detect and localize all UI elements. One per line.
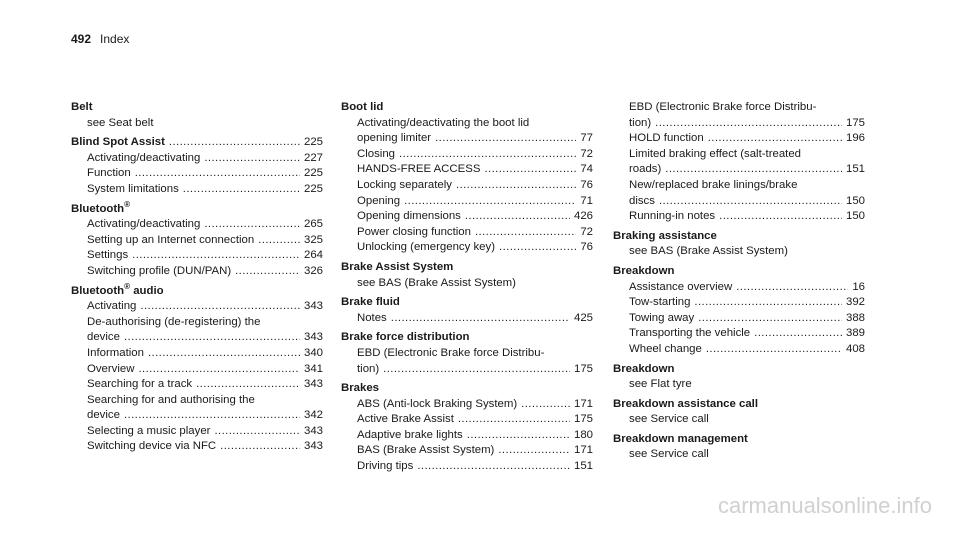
page-ref: 425 <box>573 311 593 324</box>
index-heading-line <box>341 100 593 116</box>
index-subentry <box>341 131 593 147</box>
page-ref: 388 <box>845 311 865 324</box>
page-ref: 392 <box>845 296 865 309</box>
leader-dots <box>124 330 300 346</box>
subentry-text: Activating/deactivating the boot lid <box>357 116 530 129</box>
leader-dots <box>499 240 576 256</box>
page-ref: 343 <box>303 300 323 313</box>
page-ref: 340 <box>303 346 323 359</box>
leader-dots <box>132 248 300 264</box>
see-reference: see BAS (Brake Assist System) <box>629 245 788 258</box>
leader-dots <box>214 424 300 440</box>
index-heading-line <box>71 100 323 116</box>
index-column-1 <box>71 100 323 459</box>
index-entry <box>341 295 593 326</box>
page-ref: 225 <box>303 167 323 180</box>
subentry-text: Active Brake Assist <box>357 413 454 426</box>
subentry-text: Opening <box>357 194 401 207</box>
page-ref: 343 <box>303 378 323 391</box>
index-entry <box>341 260 593 291</box>
subentry-text: Limited braking effect (salt-treated <box>629 147 801 160</box>
page-ref: 151 <box>573 460 593 473</box>
subentry-text: Wheel change <box>629 342 702 355</box>
index-subentry <box>71 217 323 233</box>
page-ref: 227 <box>303 151 323 164</box>
leader-dots <box>458 412 570 428</box>
page-ref: 343 <box>303 424 323 437</box>
index-entry <box>613 229 865 260</box>
page-ref: 225 <box>303 182 323 195</box>
index-heading-line <box>341 330 593 346</box>
subentry-text: Running-in notes <box>629 210 716 223</box>
subentry-text: device <box>87 331 120 344</box>
index-heading: Breakdown <box>613 362 675 375</box>
index-heading: Brake fluid <box>341 296 400 309</box>
leader-dots <box>204 151 300 167</box>
subentry-text: Power closing function <box>357 225 471 238</box>
page-ref: 175 <box>573 362 593 375</box>
index-heading-line <box>341 260 593 276</box>
leader-dots <box>148 346 300 362</box>
index-subentry <box>341 362 593 378</box>
subentry-text: Unlocking (emergency key) <box>357 241 496 254</box>
leader-dots <box>659 194 842 210</box>
subentry-text: System limitations <box>87 182 179 195</box>
index-subentry <box>71 346 323 362</box>
subentry-text: device <box>87 409 120 422</box>
superscript: ® <box>124 199 131 209</box>
subentry-text: Information <box>87 346 144 359</box>
index-subentry <box>71 151 323 167</box>
page-ref: 72 <box>580 147 593 160</box>
index-heading: Brakes <box>341 382 379 395</box>
see-reference: see Flat tyre <box>629 378 692 391</box>
index-entry <box>613 432 865 463</box>
page-ref: 150 <box>845 210 865 223</box>
page-ref: 264 <box>303 249 323 262</box>
page-ref: 343 <box>303 331 323 344</box>
index-subentry <box>341 459 593 475</box>
index-heading-line <box>341 381 593 397</box>
index-entry <box>71 135 323 197</box>
index-entry <box>613 362 865 393</box>
leader-dots <box>169 135 300 151</box>
leader-dots <box>140 299 300 315</box>
leader-dots <box>204 217 300 233</box>
leader-dots <box>220 439 300 455</box>
index-entry <box>341 381 593 475</box>
index-subentry <box>71 248 323 264</box>
index-heading-line <box>613 432 865 448</box>
page-ref: 408 <box>845 342 865 355</box>
index-subentry <box>71 362 323 378</box>
index-subentry <box>341 240 593 256</box>
subentry-text: Transporting the vehicle <box>629 327 751 340</box>
index-heading: Braking assistance <box>613 229 717 242</box>
index-subentry <box>341 311 593 327</box>
index-heading-line <box>71 135 323 151</box>
subentry-text: opening limiter <box>357 132 432 145</box>
index-subentry <box>71 424 323 440</box>
page-ref: 150 <box>845 194 865 207</box>
page-ref: 265 <box>303 218 323 231</box>
subentry-text: Searching for a track <box>87 378 193 391</box>
subentry-text: discs <box>629 194 655 207</box>
index-subentry <box>613 311 865 327</box>
leader-dots <box>484 162 576 178</box>
index-subentry <box>613 162 865 178</box>
subentry-text: Switching device via NFC <box>87 440 217 453</box>
index-subentry <box>71 182 323 198</box>
index-heading: Breakdown <box>613 264 675 277</box>
index-heading-line <box>71 281 323 300</box>
index-column-3 <box>613 100 865 467</box>
index-column-2 <box>341 100 593 479</box>
leader-dots <box>383 362 570 378</box>
leader-dots <box>465 209 570 225</box>
subentry-text: Assistance overview <box>629 280 733 293</box>
subentry-text: tion) <box>629 116 652 129</box>
page-ref: 175 <box>573 413 593 426</box>
page-header <box>71 32 129 46</box>
index-heading-line <box>341 295 593 311</box>
index-subentry <box>613 209 865 225</box>
subentry-text: New/replaced brake linings/brake <box>629 178 798 191</box>
page-ref: 74 <box>580 163 593 176</box>
subentry-text: EBD (Electronic Brake force Distribu- <box>357 346 545 359</box>
leader-dots <box>736 280 848 296</box>
subentry-text: Adaptive brake lights <box>357 428 463 441</box>
subentry-text: EBD (Electronic Brake force Distribu- <box>629 101 817 113</box>
subentry-text: Locking separately <box>357 178 452 191</box>
index-subentry <box>613 326 865 342</box>
see-reference: see Service call <box>629 448 709 461</box>
index-heading: Blind Spot Assist <box>71 136 165 149</box>
leader-dots <box>399 147 576 163</box>
subentry-text: Settings <box>87 249 129 262</box>
index-heading-line <box>613 397 865 413</box>
index-subentry <box>613 295 865 311</box>
subentry-text: Opening dimensions <box>357 210 461 223</box>
index-subentry <box>341 147 593 163</box>
page-ref: 341 <box>303 362 323 375</box>
index-subentry <box>613 342 865 358</box>
subentry-text: Overview <box>87 362 135 375</box>
index-subentry <box>71 264 323 280</box>
subentry-text: Activating/deactivating <box>87 151 201 164</box>
leader-dots <box>706 342 842 358</box>
subentry-text: ABS (Anti-lock Braking System) <box>357 397 518 410</box>
index-subentry <box>71 439 323 455</box>
index-entry <box>341 100 593 256</box>
index-subentry <box>613 280 865 296</box>
index-subentry <box>71 166 323 182</box>
leader-dots <box>196 377 300 393</box>
subentry-text: Activating <box>87 300 137 313</box>
leader-dots <box>655 116 842 132</box>
page-ref: 426 <box>573 210 593 223</box>
page-ref: 389 <box>845 327 865 340</box>
page-ref: 326 <box>303 264 323 277</box>
subentry-text: Closing <box>357 147 395 160</box>
index-subentry <box>613 194 865 210</box>
index-subentry <box>613 116 865 132</box>
index-heading-line <box>613 264 865 280</box>
subentry-text: Function <box>87 167 131 180</box>
index-subentry <box>341 225 593 241</box>
page-ref: 151 <box>845 163 865 176</box>
leader-dots <box>698 311 842 327</box>
leader-dots <box>235 264 300 280</box>
leader-dots <box>719 209 842 225</box>
index-heading: Bluetooth® audio <box>71 281 164 297</box>
superscript: ® <box>124 281 131 291</box>
index-subentry <box>341 443 593 459</box>
index-heading: Brake force distribution <box>341 331 470 344</box>
page-ref: 175 <box>845 116 865 129</box>
index-heading: Belt <box>71 101 93 113</box>
page-ref: 343 <box>303 440 323 453</box>
see-reference: see Service call <box>629 413 709 426</box>
leader-dots <box>521 397 570 413</box>
leader-dots <box>456 178 576 194</box>
index-subentry <box>341 428 593 444</box>
leader-dots <box>183 182 300 198</box>
subentry-text: roads) <box>629 163 662 176</box>
leader-dots <box>498 443 570 459</box>
index-entry <box>71 199 323 280</box>
leader-dots <box>404 194 576 210</box>
subentry-text: Selecting a music player <box>87 424 211 437</box>
watermark: carmanualsonline.info <box>717 493 932 518</box>
index-heading: Bluetooth® <box>71 199 131 215</box>
index-subentry <box>71 330 323 346</box>
index-subentry <box>341 209 593 225</box>
index-subentry <box>341 178 593 194</box>
index-heading: Boot lid <box>341 101 384 113</box>
index-subentry <box>71 408 323 424</box>
subentry-text: De-authorising (de-registering) the <box>87 315 261 328</box>
index-subentry <box>71 299 323 315</box>
subentry-text: HANDS-FREE ACCESS <box>357 163 481 176</box>
index-heading: Breakdown management <box>613 432 748 445</box>
page-ref: 71 <box>580 194 593 207</box>
index-heading-line <box>613 362 865 378</box>
index-subentry <box>341 397 593 413</box>
subentry-text: Switching profile (DUN/PAN) <box>87 264 232 277</box>
page-ref: 16 <box>852 280 865 293</box>
page-ref: 225 <box>303 136 323 149</box>
subentry-text: Tow-starting <box>629 296 691 309</box>
see-reference: see BAS (Brake Assist System) <box>357 276 516 289</box>
leader-dots <box>258 233 300 249</box>
index-subentry <box>341 194 593 210</box>
leader-dots <box>467 428 570 444</box>
index-subentry <box>71 233 323 249</box>
page-ref: 171 <box>573 397 593 410</box>
index-entry <box>613 100 865 225</box>
subentry-text: Activating/deactivating <box>87 218 201 231</box>
index-heading: Brake Assist System <box>341 260 454 273</box>
leader-dots <box>391 311 570 327</box>
page-ref: 77 <box>580 132 593 145</box>
page-ref: 72 <box>580 225 593 238</box>
index-subentry <box>613 131 865 147</box>
leader-dots <box>135 166 300 182</box>
index-subentry <box>341 412 593 428</box>
leader-dots <box>708 131 842 147</box>
index-entry <box>341 330 593 377</box>
subentry-text: tion) <box>357 362 380 375</box>
subentry-text: Towing away <box>629 311 695 324</box>
subentry-text: Driving tips <box>357 460 414 473</box>
index-subentry <box>71 377 323 393</box>
section-title: Index <box>100 32 130 46</box>
leader-dots <box>435 131 576 147</box>
index-subentry <box>341 162 593 178</box>
leader-dots <box>754 326 842 342</box>
leader-dots <box>694 295 842 311</box>
subentry-text: BAS (Brake Assist System) <box>357 444 495 457</box>
subentry-text: Notes <box>357 311 387 324</box>
page-ref: 180 <box>573 428 593 441</box>
leader-dots <box>138 362 300 378</box>
index-heading-line <box>71 199 323 218</box>
page-number: 492 <box>71 32 92 46</box>
page-ref: 171 <box>573 444 593 457</box>
page-ref: 342 <box>303 409 323 422</box>
subentry-text: Setting up an Internet connection <box>87 233 255 246</box>
page-ref: 76 <box>580 178 593 191</box>
leader-dots <box>124 408 300 424</box>
index-entry <box>71 281 323 456</box>
index-heading: Breakdown assistance call <box>613 397 758 410</box>
page-ref: 76 <box>580 241 593 254</box>
page-ref: 325 <box>303 233 323 246</box>
page-ref: 196 <box>845 132 865 145</box>
leader-dots <box>417 459 570 475</box>
index-entry <box>71 100 323 131</box>
subentry-text: HOLD function <box>629 132 704 145</box>
index-heading-line <box>613 229 865 245</box>
subentry-text: Searching for and authorising the <box>87 393 255 406</box>
see-reference: see Seat belt <box>87 116 154 129</box>
leader-dots <box>665 162 842 178</box>
index-entry <box>613 264 865 358</box>
index-entry <box>613 397 865 428</box>
leader-dots <box>475 225 576 241</box>
